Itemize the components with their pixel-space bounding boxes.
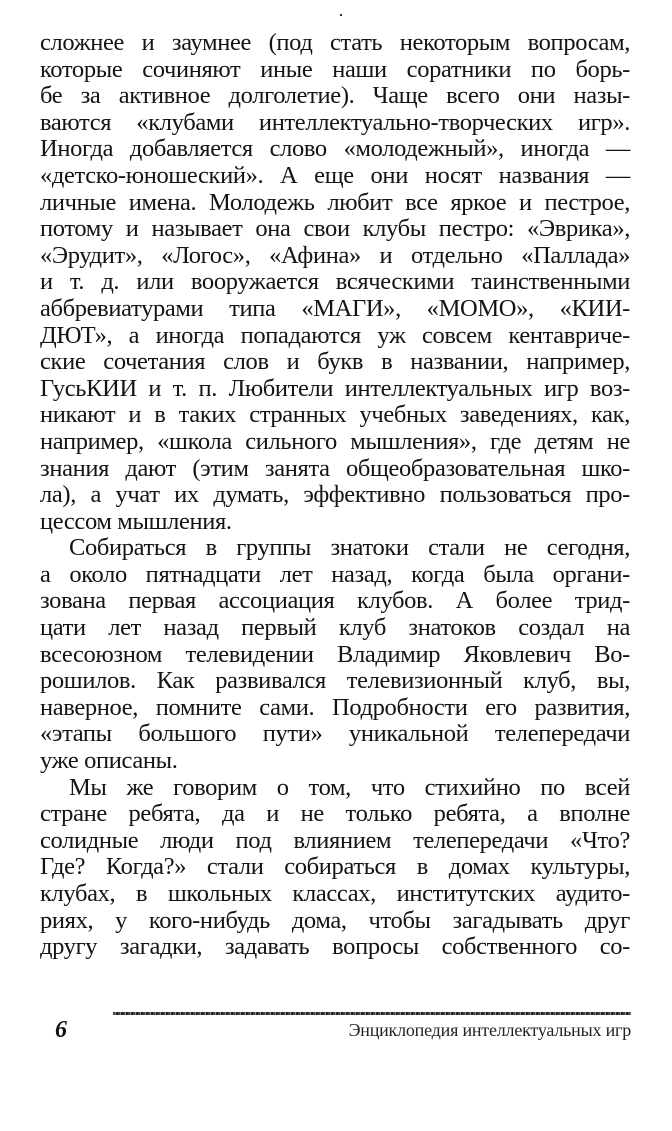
text-line: риях, у кого-нибудь дома, чтобы загадывать друг xyxy=(40,906,630,934)
text-line: солидные люди под влиянием телепередачи «Что? xyxy=(40,826,630,854)
text-line: зована первая ассоциация клубов. А более трид- xyxy=(40,587,630,615)
text-line: ГусьКИИ и т. п. Любители интеллектуальных игр воз- xyxy=(40,374,630,402)
text-line: ваются «клубами интеллектуально-творческих игр». xyxy=(40,108,630,136)
text-line: «Эрудит», «Логос», «Афина» и отдельно «Паллада» xyxy=(40,241,630,269)
page-number: 6 xyxy=(55,1017,67,1043)
text-line: например, «школа сильного мышления», где детям не xyxy=(40,427,630,455)
paragraph-3 xyxy=(40,775,630,961)
text-line: «детско-юношеский». А еще они носят названия — xyxy=(40,161,630,189)
body-text xyxy=(40,30,630,961)
text-line: никают и в таких странных учебных заведениях, как, xyxy=(40,401,630,429)
text-line: стране ребята, да и не только ребята, а вполне xyxy=(40,800,630,828)
text-line: наверное, помните сами. Подробности его развития, xyxy=(40,693,630,721)
text-line: и т. д. или вооружается всяческими таинственными xyxy=(40,268,630,296)
footer-rule xyxy=(113,1012,631,1015)
text-line: другу загадки, задавать вопросы собственного со- xyxy=(40,933,630,961)
text-line: Иногда добавляется слово «молодежный», иногда — xyxy=(40,135,630,163)
text-line: сложнее и заумнее (под стать некоторым вопросам, xyxy=(40,29,630,56)
text-line: Мы же говорим о том, что стихийно по всей xyxy=(69,773,630,801)
text-line: цати лет назад первый клуб знатоков создал на xyxy=(40,614,630,642)
text-line: бе за активное долголетие). Чаще всего они назы- xyxy=(40,82,630,110)
text-line: ские сочетания слов и букв в названии, например, xyxy=(40,348,630,376)
paragraph-1 xyxy=(40,30,630,535)
text-line: знания дают (этим занята общеобразовательная шко- xyxy=(40,454,630,482)
paragraph-2 xyxy=(40,535,630,774)
text-line: Собираться в группы знатоки стали не сегодня, xyxy=(69,534,630,562)
text-line: цессом мышления. xyxy=(40,507,232,535)
text-line: Где? Когда?» стали собираться в домах культуры, xyxy=(40,853,630,881)
running-footer-title: Энциклопедия интеллектуальных игр xyxy=(348,1020,631,1040)
text-line: аббревиатурами типа «МАГИ», «МОМО», «КИИ- xyxy=(40,294,630,322)
text-line: рошилов. Как развивался телевизионный клуб, вы, xyxy=(40,667,630,695)
text-line: ла), а учат их думать, эффективно пользоваться про- xyxy=(40,481,630,509)
text-line: клубах, в школьных классах, институтских аудито- xyxy=(40,880,630,907)
text-line: уже описаны. xyxy=(40,747,178,775)
text-line: потому и называет она свои клубы пестро: «Эврика», xyxy=(40,215,630,243)
text-line: а около пятнадцати лет назад, когда была органи- xyxy=(40,560,630,588)
text-line: которые сочиняют иные наши соратники по борь- xyxy=(40,55,630,83)
scan-speck xyxy=(340,14,342,16)
text-line: всесоюзном телевидении Владимир Яковлевич Во- xyxy=(40,640,630,668)
text-line: ДЮТ», а иногда попадаются уж совсем кентавриче- xyxy=(40,321,630,349)
text-line: «этапы большого пути» уникальной телепередачи xyxy=(40,720,630,748)
text-line: личные имена. Молодежь любит все яркое и пестрое, xyxy=(40,188,630,216)
